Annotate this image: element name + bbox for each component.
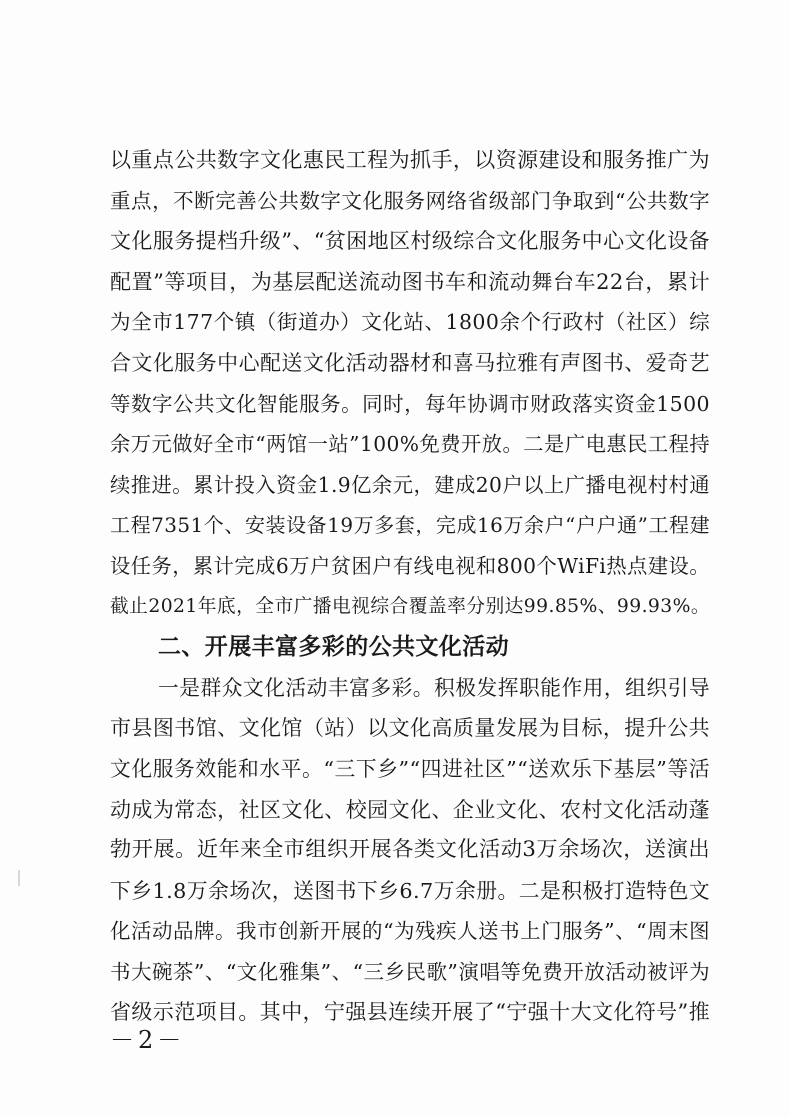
paragraph-line: 为全市177个镇（街道办）文化站、1800余个行政村（社区）综	[110, 310, 710, 335]
paragraph-line: 截止2021年底，全市广播电视综合覆盖率分别达99.85%、99.93%。	[110, 595, 710, 617]
paragraph-line: 以重点公共数字文化惠民工程为抓手，以资源建设和服务推广为	[110, 148, 710, 172]
body-text	[110, 140, 710, 1033]
paragraph-line: 等数字公共文化智能服务。同时，每年协调市财政落实资金1500	[110, 391, 710, 416]
paragraph-line: 下乡1.8万余场次，送图书下乡6.7万余册。二是积极打造特色文	[110, 878, 710, 903]
paragraph-line: 文化服务提档升级”、“贫困地区村级综合文化服务中心文化设备	[110, 229, 711, 254]
page-number: －2－	[110, 1026, 186, 1054]
paragraph-line: 化活动品牌。我市创新开展的“为残疾人送书上门服务”、“周末图	[110, 919, 710, 944]
paragraph-line: 合文化服务中心配送文化活动器材和喜马拉雅有声图书、爱奇艺	[110, 350, 710, 375]
paragraph-line: 配置”等项目，为基层配送流动图书车和流动舞台车22台，累计	[110, 269, 710, 294]
paragraph-line: 续推进。累计投入资金1.9亿余元，建成20户以上广播电视村村通	[110, 472, 710, 497]
paragraph-line: 动成为常态，社区文化、校园文化、企业文化、农村文化活动蓬	[110, 797, 710, 822]
section-heading: 二、开展丰富多彩的公共文化活动	[158, 634, 509, 661]
paragraph-line: 工程7351个、安装设备19万多套，完成16万余户“户户通”工程建	[110, 513, 710, 538]
paragraph-line: 市县图书馆、文化馆（站）以文化高质量发展为目标，提升公共	[110, 716, 710, 741]
paragraph-line: 勃开展。近年来全市组织开展各类文化活动3万余场次，送演出	[110, 837, 710, 863]
paragraph-line: 余万元做好全市“两馆一站”100%免费开放。二是广电惠民工程持	[110, 432, 710, 457]
paragraph-line: 书大碗茶”、“文化雅集”、“三乡民歌”演唱等免费开放活动被评为	[110, 959, 710, 984]
paragraph-line: 文化服务效能和水平。“三下乡”“四进社区”“送欢乐下基层”等活	[110, 756, 710, 781]
paragraph-line: 重点，不断完善公共数字文化服务网络省级部门争取到“公共数字	[110, 188, 710, 213]
paragraph-line: 一是群众文化活动丰富多彩。积极发挥职能作用，组织引导	[158, 675, 710, 700]
paragraph-line: 设任务，累计完成6万户贫困户有线电视和800个WiFi热点建设。	[110, 553, 710, 578]
paragraph-line: 省级示范项目。其中，宁强县连续开展了“宁强十大文化符号”推	[110, 1000, 711, 1025]
scan-margin-mark	[18, 870, 20, 886]
